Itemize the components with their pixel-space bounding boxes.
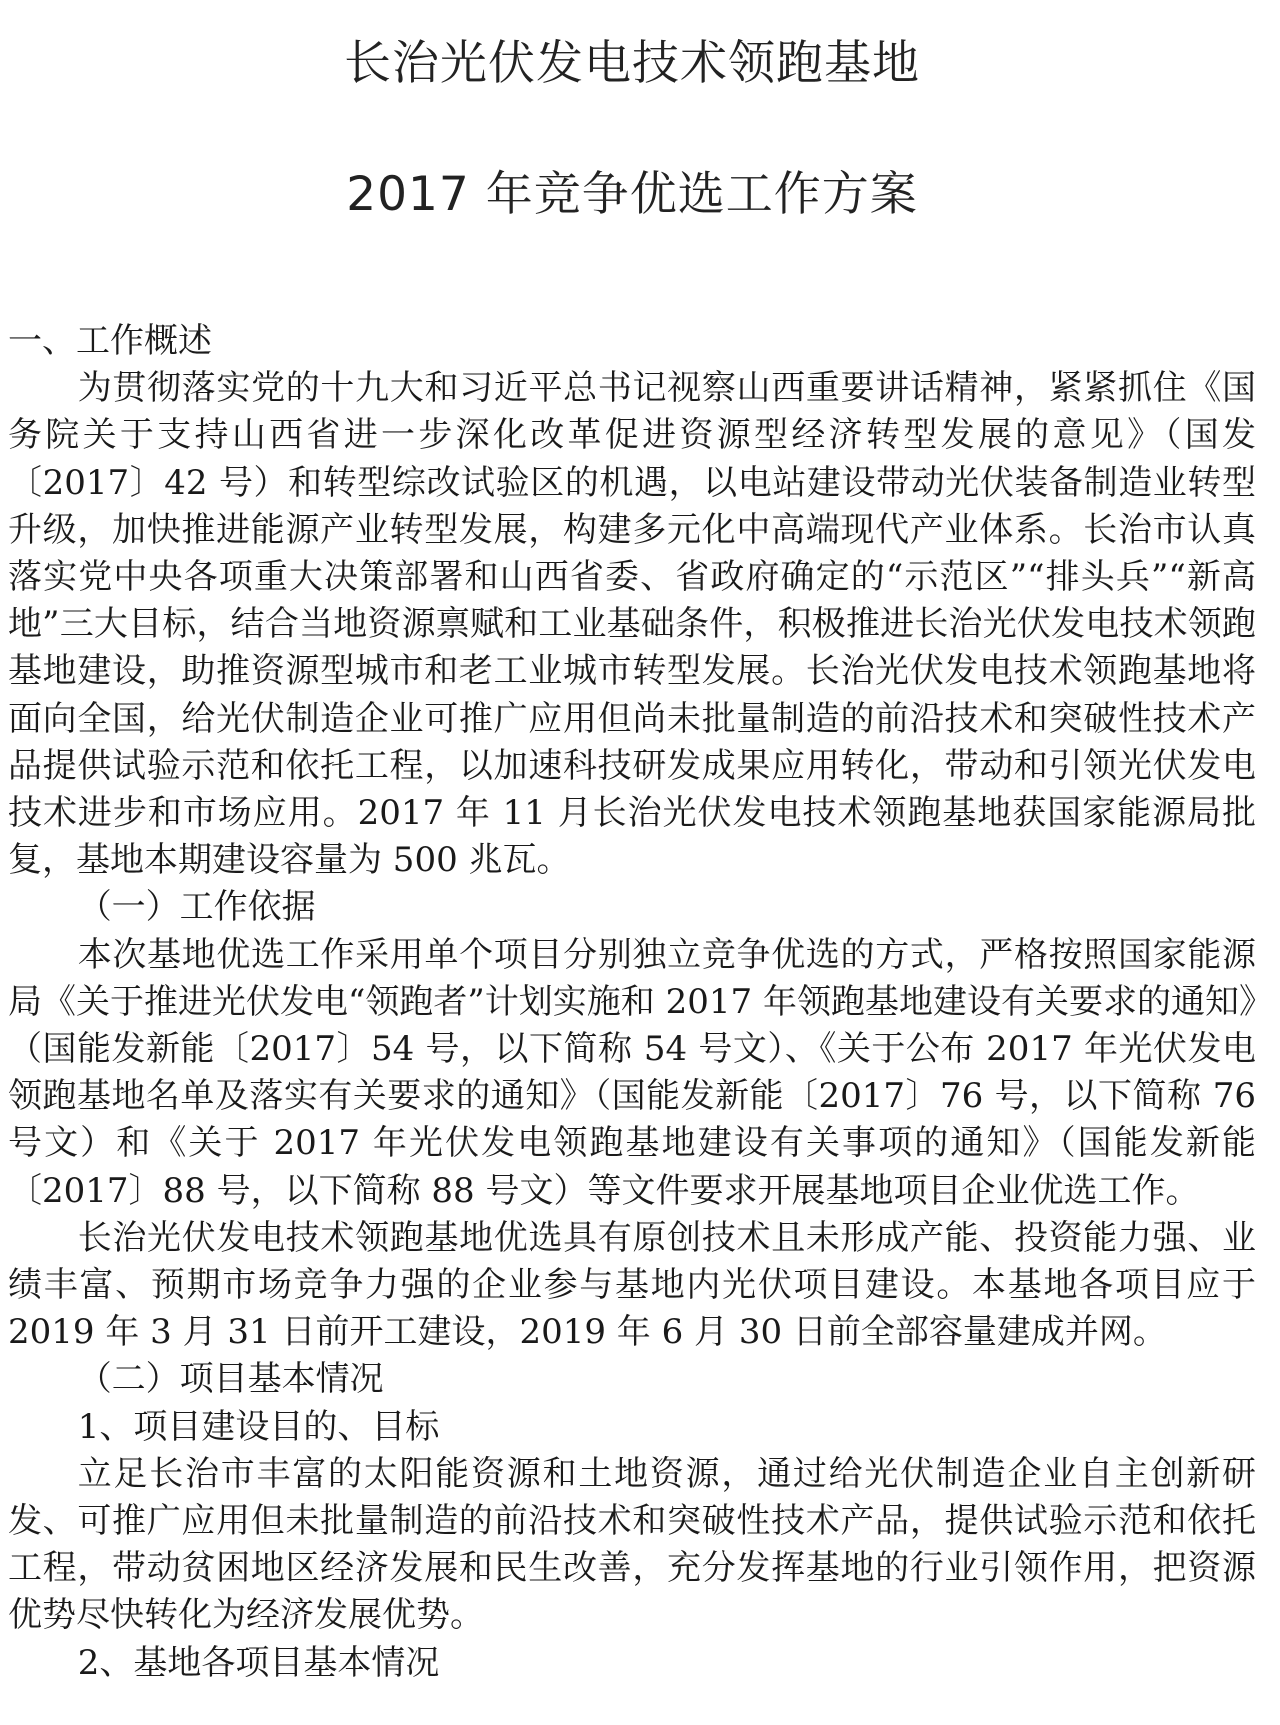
document-title-line-2: 2017 年竞争优选工作方案 [346,167,918,222]
document-title-line-1: 长治光伏发电技术领跑基地 [344,36,920,91]
paragraph-overview: 为贯彻落实党的十九大和习近平总书记视察山西重要讲话精神，紧紧抓住《国务院关于支持山西省进一步深化改革促进资源型经济转型发展的意见》（国发〔2017〕42 号）和转型综改试验区的机遇，以电站建设带动光伏装备制造业转型升级，加快推进能源产业转型发展，构建多元化中高端现代产业体系。长治市认真落实党中央各项重大决策部署和山西省委、省政府确定的“示范区”“排头兵”“新高地”三大目标，结合当地资源禀赋和工业基础条件，积极推进长治光伏发电技术领跑基地建设，助推资源型城市和老工业城市转型发展。长治光伏发电技术领跑基地将面向全国，给光伏制造企业可推广应用但尚未批量制造的前沿技术和突破性技术产品提供试验示范和依托工程，以加速科技研发成果应用转化，带动和引领光伏发电技术进步和市场应用。2017 年 11 月长治光伏发电技术领跑基地获国家能源局批复，基地本期建设容量为 500 兆瓦。 [8,368,1256,881]
item-heading-projects: 2、基地各项目基本情况 [77,1642,440,1683]
subsection-heading-basis: （一）工作依据 [77,887,316,928]
paragraph-selection: 长治光伏发电技术领跑基地优选具有原创技术且未形成产能、投资能力强、业绩丰富、预期市场竞争力强的企业参与基地内光伏项目建设。本基地各项目应于 2019 年 3 月 31 日前开工建设，2019 年 6 月 30 日前全部容量建成并网。 [8,1217,1256,1353]
paragraph-basis: 本次基地优选工作采用单个项目分别独立竞争优选的方式，严格按照国家能源局《关于推进光伏发电“领跑者”计划实施和 2017 年领跑基地建设有关要求的通知》（国能发新能〔2017〕54 号，以下简称 54 号文）、《关于公布 2017 年光伏发电领跑基地名单及落实有关要求的通知》（国能发新能〔2017〕76 号，以下简称 76 号文）和《关于 2017 年光伏发电领跑基地建设有关事项的通知》（国能发新能〔2017〕88 号，以下简称 88 号文）等文件要求开展基地项目企业优选工作。 [8,934,1256,1211]
paragraph-purpose: 立足长治市丰富的太阳能资源和土地资源，通过给光伏制造企业自主创新研发、可推广应用但未批量制造的前沿技术和突破性技术产品，提供试验示范和依托工程，带动贫困地区经济发展和民生改善，充分发挥基地的行业引领作用，把资源优势尽快转化为经济发展优势。 [8,1453,1256,1636]
section-heading-overview: 一、工作概述 [8,321,212,361]
item-heading-purpose: 1、项目建设目的、目标 [77,1406,440,1447]
subsection-heading-project-info: （二）项目基本情况 [77,1359,384,1400]
document-body [8,318,1256,1687]
